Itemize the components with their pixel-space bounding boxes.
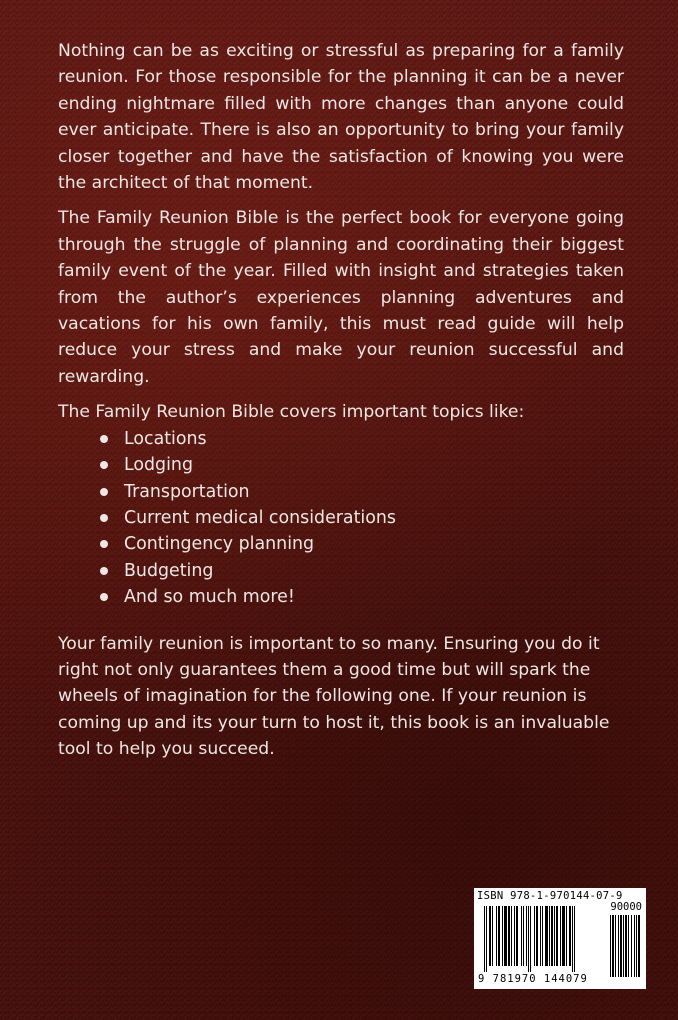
barcode-bar [498, 906, 500, 966]
topic-item [100, 531, 624, 557]
barcode-bar [504, 906, 507, 966]
topic-label: Budgeting [124, 560, 214, 581]
barcode-bar [574, 906, 575, 972]
topic-item [100, 426, 624, 452]
barcode-bar [526, 906, 527, 966]
topic-label: Current medical considerations [124, 507, 396, 528]
barcode-bar [618, 915, 619, 977]
intro-paragraph: Nothing can be as exciting or stressful as preparing for a family reunion. For those responsible for the planning it can be a never ending nightmare filled with more changes than anyone could ever anticipate. There is also an opportunity to bring your family closer together and have the satisfaction of knowing you were the architect of that moment. [58, 41, 624, 194]
ean-digits: 9 781970 144079 [478, 973, 588, 985]
barcode-bar [634, 915, 635, 977]
barcode-bar [628, 915, 629, 977]
topic-label: Locations [124, 428, 207, 449]
barcode-bar [516, 906, 518, 966]
bullet-icon [100, 514, 108, 522]
barcode-bar [534, 906, 535, 966]
closing-paragraph: Your family reunion is important to so many. Ensuring you do it right not only guarantees them a good time but will spark the wheels of imagination for the following one. If your reunion is coming up and its your turn to host it, this book is an invaluable tool to help you succeed. [58, 633, 610, 760]
barcode-bar [562, 906, 565, 966]
bullet-icon [100, 488, 108, 496]
barcode-bar [542, 906, 543, 966]
pitch-paragraph: The Family Reunion Bible is the perfect book for everyone going through the struggle of planning and coordinating their biggest family event of the year. Filled with insight and strategies taken from the author’s experiences planning adventures and vacations for his own family, this must read guide will help reduce your stress and make your reunion successful and rewarding. [58, 208, 624, 387]
barcode-bar [521, 906, 522, 966]
bullet-icon [100, 567, 108, 575]
barcode-bar [572, 906, 573, 972]
barcode-bar [502, 906, 503, 966]
barcode-bar [545, 906, 548, 966]
barcode-bar [523, 906, 524, 966]
bullet-icon [100, 540, 108, 548]
barcode-bar [610, 915, 611, 977]
topic-item [100, 479, 624, 505]
barcode-bar [625, 915, 627, 977]
barcode-bar [556, 906, 558, 966]
barcode-bar [496, 906, 497, 966]
cover-copy [58, 38, 624, 763]
topic-item [100, 558, 624, 584]
barcode-bar [566, 906, 567, 966]
barcode-bar [615, 915, 616, 977]
barcode-bar [620, 915, 622, 977]
barcode-bar [486, 906, 487, 972]
topic-label: Contingency planning [124, 534, 315, 555]
topic-label: And so much more! [124, 587, 295, 608]
barcode-bar [638, 915, 640, 977]
barcode-bar [489, 906, 491, 966]
barcode-bars-main [484, 906, 602, 972]
topics-list [58, 426, 624, 611]
topic-item [100, 584, 624, 610]
barcode-bar [484, 906, 485, 972]
barcode-bar [554, 906, 555, 966]
topic-item [100, 505, 624, 531]
barcode-bar [508, 906, 510, 966]
barcode-bar [492, 906, 493, 966]
barcode-bar [549, 906, 550, 966]
price-code: 90000 [610, 901, 642, 913]
isbn-label: ISBN 978-1-970144-07-9 [477, 890, 623, 902]
barcode-bar [569, 906, 571, 966]
barcode-bar [631, 915, 632, 977]
barcode-bars-addon [610, 915, 642, 983]
barcode-bar [528, 906, 529, 972]
barcode-bar [636, 915, 637, 977]
barcode-bar [560, 906, 561, 966]
topics-intro: The Family Reunion Bible covers important topics like: [58, 402, 525, 423]
topic-label: Lodging [124, 455, 193, 476]
barcode-bar [551, 906, 553, 966]
topic-item [100, 452, 624, 478]
isbn-barcode [474, 888, 646, 989]
barcode-bar [540, 906, 541, 966]
barcode-bar [530, 906, 531, 972]
bullet-icon [100, 461, 108, 469]
topic-label: Transportation [124, 481, 250, 502]
barcode-bar [623, 915, 624, 977]
barcode-bar [536, 906, 538, 966]
barcode-bar [612, 915, 614, 977]
barcode-bar [514, 906, 515, 966]
bullet-icon [100, 593, 108, 601]
barcode-bar [511, 906, 512, 966]
bullet-icon [100, 435, 108, 443]
